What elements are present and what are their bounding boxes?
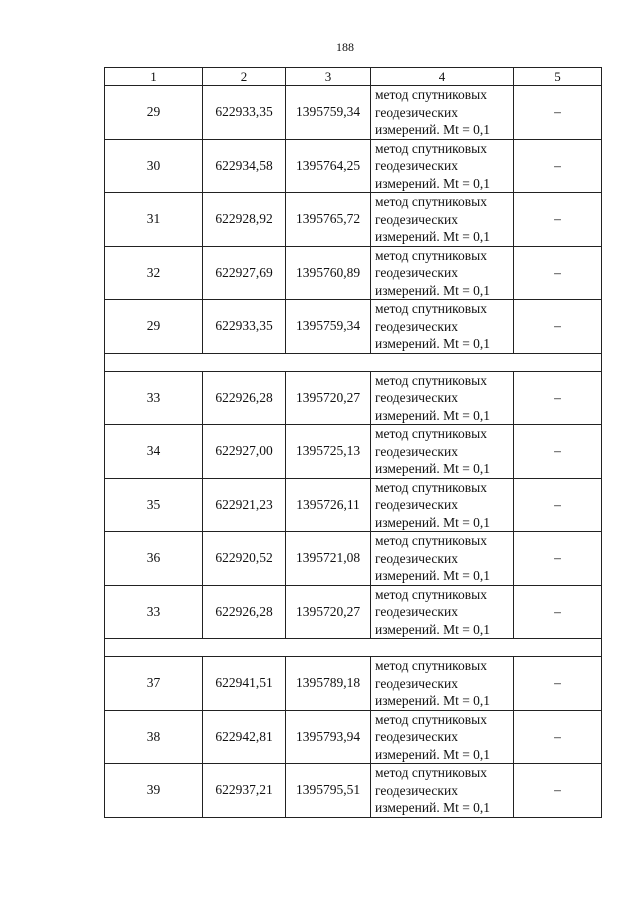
y-coordinate-cell: 1395759,34 xyxy=(286,300,371,354)
note-cell: – xyxy=(514,300,602,354)
method-cell: метод спутниковых геодезических измерений. Mt = 0,1 xyxy=(371,585,514,639)
table-row xyxy=(105,193,602,247)
note-cell: – xyxy=(514,585,602,639)
column-header-4: 4 xyxy=(371,68,514,86)
point-number-cell: 32 xyxy=(105,246,203,300)
method-cell: метод спутниковых геодезических измерений. Mt = 0,1 xyxy=(371,86,514,140)
point-number-cell: 37 xyxy=(105,657,203,711)
point-number-cell: 34 xyxy=(105,425,203,479)
note-cell: – xyxy=(514,425,602,479)
point-number-cell: 29 xyxy=(105,86,203,140)
method-cell: метод спутниковых геодезических измерений. Mt = 0,1 xyxy=(371,193,514,247)
note-cell: – xyxy=(514,86,602,140)
x-coordinate-cell: 622926,28 xyxy=(203,585,286,639)
x-coordinate-cell: 622926,28 xyxy=(203,371,286,425)
table-body xyxy=(105,68,602,818)
column-header-5: 5 xyxy=(514,68,602,86)
table-row xyxy=(105,585,602,639)
x-coordinate-cell: 622937,21 xyxy=(203,764,286,818)
table-row xyxy=(105,86,602,140)
method-cell: метод спутниковых геодезических измерений. Mt = 0,1 xyxy=(371,710,514,764)
table-row xyxy=(105,710,602,764)
point-number-cell: 35 xyxy=(105,478,203,532)
table-row xyxy=(105,371,602,425)
x-coordinate-cell: 622942,81 xyxy=(203,710,286,764)
table-row xyxy=(105,478,602,532)
note-cell: – xyxy=(514,710,602,764)
x-coordinate-cell: 622933,35 xyxy=(203,300,286,354)
note-cell: – xyxy=(514,478,602,532)
y-coordinate-cell: 1395760,89 xyxy=(286,246,371,300)
method-cell: метод спутниковых геодезических измерений. Mt = 0,1 xyxy=(371,371,514,425)
method-cell: метод спутниковых геодезических измерений. Mt = 0,1 xyxy=(371,425,514,479)
y-coordinate-cell: 1395726,11 xyxy=(286,478,371,532)
note-cell: – xyxy=(514,193,602,247)
note-cell: – xyxy=(514,657,602,711)
y-coordinate-cell: 1395795,51 xyxy=(286,764,371,818)
x-coordinate-cell: 622933,35 xyxy=(203,86,286,140)
method-cell: метод спутниковых геодезических измерений. Mt = 0,1 xyxy=(371,478,514,532)
x-coordinate-cell: 622920,52 xyxy=(203,532,286,586)
x-coordinate-cell: 622921,23 xyxy=(203,478,286,532)
method-cell: метод спутниковых геодезических измерений. Mt = 0,1 xyxy=(371,657,514,711)
y-coordinate-cell: 1395725,13 xyxy=(286,425,371,479)
method-cell: метод спутниковых геодезических измерений. Mt = 0,1 xyxy=(371,139,514,193)
x-coordinate-cell: 622927,00 xyxy=(203,425,286,479)
table-row xyxy=(105,532,602,586)
note-cell: – xyxy=(514,532,602,586)
group-separator-cell xyxy=(105,353,602,371)
note-cell: – xyxy=(514,764,602,818)
method-cell: метод спутниковых геодезических измерений. Mt = 0,1 xyxy=(371,300,514,354)
point-number-cell: 33 xyxy=(105,585,203,639)
method-cell: метод спутниковых геодезических измерений. Mt = 0,1 xyxy=(371,764,514,818)
column-header-2: 2 xyxy=(203,68,286,86)
note-cell: – xyxy=(514,139,602,193)
table-row xyxy=(105,139,602,193)
y-coordinate-cell: 1395765,72 xyxy=(286,193,371,247)
point-number-cell: 29 xyxy=(105,300,203,354)
x-coordinate-cell: 622941,51 xyxy=(203,657,286,711)
point-number-cell: 36 xyxy=(105,532,203,586)
table-row xyxy=(105,246,602,300)
point-number-cell: 31 xyxy=(105,193,203,247)
y-coordinate-cell: 1395789,18 xyxy=(286,657,371,711)
x-coordinate-cell: 622934,58 xyxy=(203,139,286,193)
note-cell: – xyxy=(514,246,602,300)
y-coordinate-cell: 1395720,27 xyxy=(286,371,371,425)
column-header-3: 3 xyxy=(286,68,371,86)
point-number-cell: 39 xyxy=(105,764,203,818)
y-coordinate-cell: 1395721,08 xyxy=(286,532,371,586)
table-row xyxy=(105,764,602,818)
table-header-row xyxy=(105,68,602,86)
coordinates-table xyxy=(104,67,602,818)
y-coordinate-cell: 1395759,34 xyxy=(286,86,371,140)
y-coordinate-cell: 1395720,27 xyxy=(286,585,371,639)
y-coordinate-cell: 1395764,25 xyxy=(286,139,371,193)
x-coordinate-cell: 622927,69 xyxy=(203,246,286,300)
page-number: 188 xyxy=(336,40,354,54)
note-cell: – xyxy=(514,371,602,425)
group-separator-cell xyxy=(105,639,602,657)
point-number-cell: 33 xyxy=(105,371,203,425)
method-cell: метод спутниковых геодезических измерений. Mt = 0,1 xyxy=(371,532,514,586)
y-coordinate-cell: 1395793,94 xyxy=(286,710,371,764)
point-number-cell: 38 xyxy=(105,710,203,764)
table-row xyxy=(105,657,602,711)
group-separator-row xyxy=(105,353,602,371)
x-coordinate-cell: 622928,92 xyxy=(203,193,286,247)
point-number-cell: 30 xyxy=(105,139,203,193)
table-row xyxy=(105,425,602,479)
table-row xyxy=(105,300,602,354)
method-cell: метод спутниковых геодезических измерений. Mt = 0,1 xyxy=(371,246,514,300)
column-header-1: 1 xyxy=(105,68,203,86)
group-separator-row xyxy=(105,639,602,657)
